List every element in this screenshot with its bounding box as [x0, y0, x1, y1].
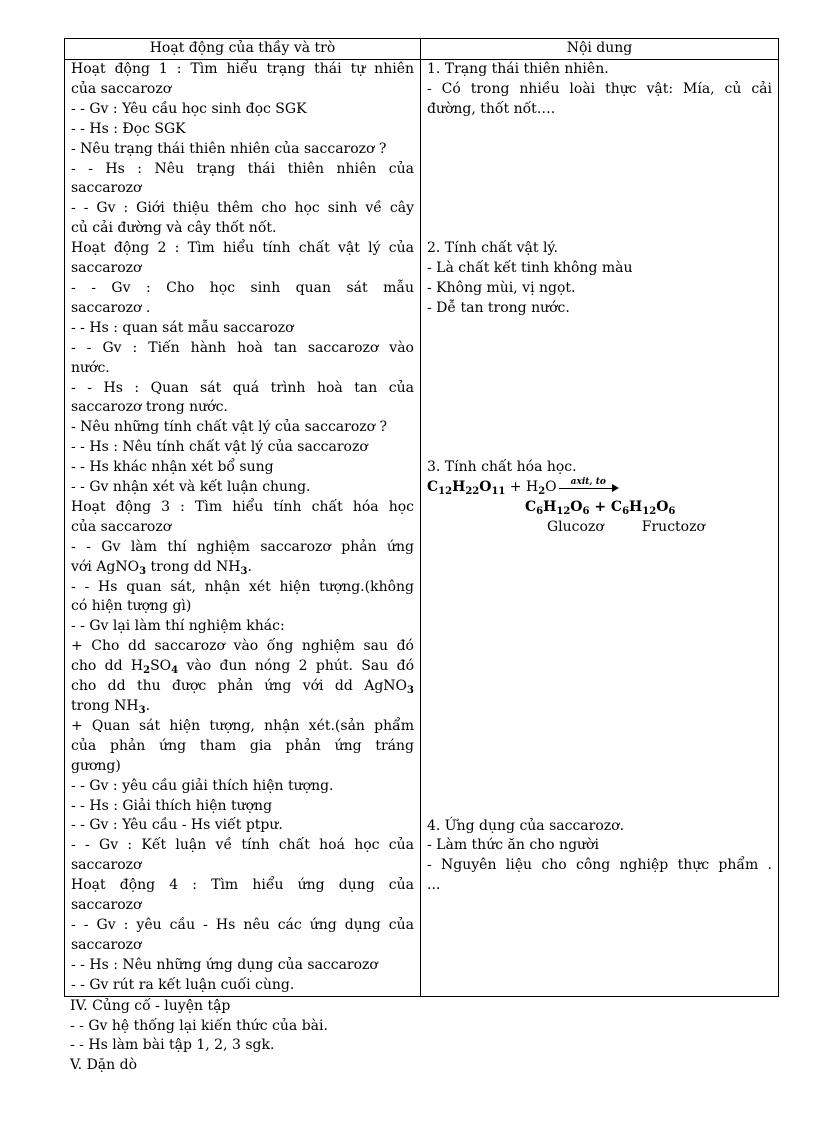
- activity2-line: nước.: [71, 359, 110, 376]
- activity3-line: [71, 677, 414, 697]
- activity3-line: - - Gv lại làm thí nghiệm khác:: [71, 618, 285, 635]
- text-run: + C: [589, 498, 623, 515]
- subscript: 4: [171, 665, 179, 677]
- product-name-fructose: Fructozơ: [641, 518, 705, 535]
- activity3-line: saccarozơ: [71, 857, 142, 874]
- activity4-title-cont: saccarozơ: [71, 897, 142, 914]
- subscript: 3: [407, 685, 414, 697]
- subscript: 6: [582, 505, 590, 517]
- activity2-title: Hoạt động 2 : Tìm hiểu tính chất vật lý của: [71, 240, 414, 257]
- activity3-line: [71, 558, 414, 578]
- footer-line: - - Gv hệ thống lại kiến thức của bài.: [70, 1017, 328, 1034]
- section4-line: ...: [427, 877, 441, 894]
- content-cell: [421, 60, 779, 997]
- text-run: với AgNO: [71, 558, 140, 575]
- subscript: 12: [438, 485, 453, 497]
- subscript: 12: [556, 505, 571, 517]
- subscript: 3: [240, 565, 248, 577]
- text-run: O: [656, 498, 669, 515]
- activity3-line: - - Gv : yêu cầu giải thích hiện tượng.: [71, 777, 334, 794]
- section2-title: 2. Tính chất vật lý.: [427, 240, 558, 257]
- footer-heading: V. Dặn dò: [70, 1057, 137, 1074]
- reaction-equation: [427, 478, 772, 538]
- activity1-title-cont: của saccarozơ: [71, 80, 172, 97]
- text-run: O: [570, 498, 583, 515]
- table-header-row: [65, 39, 779, 60]
- activity1-line: - - Hs : Đọc SGK: [71, 120, 186, 137]
- text-run: SO: [150, 658, 172, 675]
- arrow-condition-label: axit, to: [570, 476, 606, 487]
- header-content: Nội dung: [421, 39, 779, 60]
- subscript: 3: [138, 705, 146, 716]
- subscript: 2: [538, 485, 546, 497]
- activity1-title: Hoạt động 1 : Tìm hiểu trạng thái tự nhiên: [71, 61, 414, 77]
- activity1-line: saccarozơ: [71, 180, 142, 197]
- activity1-line: - Nêu trạng thái thiên nhiên của saccarozơ ?: [71, 140, 387, 157]
- text-run: O: [545, 478, 557, 495]
- footer-line: - - Hs làm bài tập 1, 2, 3 sgk.: [70, 1037, 275, 1054]
- activity4-title: Hoạt động 4 : Tìm hiểu ứng dụng của: [71, 877, 414, 894]
- section1-line: - Có trong nhiều loài thực vật: Mía, củ cải: [427, 80, 772, 97]
- activity3-line: - - Hs : Giải thích hiện tượng: [71, 797, 273, 814]
- subscript: 2: [143, 665, 151, 677]
- spacer: [427, 120, 772, 239]
- text-run: C: [525, 498, 537, 515]
- activity4-line: - - Gv : yêu cầu - Hs nêu các ứng dụng của: [71, 916, 414, 933]
- activity1-line: - - Gv : Yêu cầu học sinh đọc SGK: [71, 100, 307, 117]
- activity1-line: - - Gv : Giới thiệu thêm cho học sinh về cây: [71, 200, 414, 217]
- section4-line: - Nguyên liệu cho công nghiệp thực phẩm .: [427, 857, 772, 874]
- text-run: H: [629, 498, 643, 515]
- activity2-line: - - Hs khác nhận xét bổ sung: [71, 459, 274, 476]
- arrow-shaft: [559, 488, 613, 489]
- activity3-line: gương): [71, 757, 121, 774]
- activity2-line: saccarozơ .: [71, 299, 151, 316]
- subscript: 11: [491, 485, 506, 497]
- text-run: cho dd H: [71, 658, 144, 675]
- text-run: trong NH: [71, 698, 139, 714]
- activity3-line: - - Gv làm thí nghiệm saccarozơ phản ứng: [71, 538, 414, 555]
- section4-line: - Làm thức ăn cho người: [427, 837, 599, 854]
- activity3-line: [71, 657, 414, 677]
- activity3-line: của phản ứng tham gia phản ứng tráng: [71, 737, 414, 754]
- activity2-line: - - Gv nhận xét và kết luận chung.: [71, 479, 311, 496]
- activity2-line: - - Gv : Cho học sinh quan sát mẫu: [71, 279, 414, 296]
- activity2-line: saccarozơ trong nước.: [71, 399, 228, 416]
- activity2-title-cont: saccarozơ: [71, 260, 142, 277]
- activity4-line: - - Gv rút ra kết luận cuối cùng.: [71, 976, 295, 993]
- activity2-line: - - Gv : Tiến hành hoà tan saccarozơ vào: [71, 339, 414, 356]
- subscript: 6: [668, 505, 676, 517]
- activities-cell: [65, 60, 421, 997]
- activity3-line: [71, 697, 414, 717]
- text-run: O: [479, 478, 492, 495]
- section1-title: 1. Trạng thái thiên nhiên.: [427, 61, 609, 77]
- activity2-line: - - Hs : Quan sát quá trình hoà tan của: [71, 379, 414, 396]
- text-run: cho dd thu được phản ứng với dd AgNO: [71, 678, 408, 695]
- activity3-line: + Quan sát hiện tượng, nhận xét.(sản phẩm: [71, 717, 414, 734]
- text-run: .: [247, 558, 252, 575]
- subscript: 6: [622, 505, 630, 517]
- activity3-line: - - Gv : Kết luận về tính chất hoá học của: [71, 837, 414, 854]
- equation-product-names: [547, 518, 705, 538]
- section2-line: - Không mùi, vị ngọt.: [427, 279, 576, 296]
- activity3-line: - - Gv : Yêu cầu - Hs viết ptpư.: [71, 817, 283, 834]
- spacer: [427, 319, 772, 458]
- text-run: C: [427, 478, 439, 495]
- activity3-line: có hiện tượng gì): [71, 598, 192, 615]
- text-run: H: [452, 478, 466, 495]
- text-run: H: [543, 498, 557, 515]
- arrow-head: [612, 484, 619, 492]
- text-run: + H: [505, 478, 539, 495]
- subscript: 12: [642, 505, 657, 517]
- activity1-line: củ cải đường và cây thốt nốt.: [71, 220, 277, 237]
- activity3-title-cont: của saccarozơ: [71, 518, 172, 535]
- activity3-line: - - Hs quan sát, nhận xét hiện tượng.(không: [71, 578, 414, 595]
- equation-products: [525, 498, 675, 518]
- section4-title: 4. Ứng dụng của saccarozơ.: [427, 817, 625, 834]
- product-name-glucose: Glucozơ: [547, 518, 604, 535]
- subscript: 22: [465, 485, 480, 497]
- section1-line: đường, thốt nốt….: [427, 100, 556, 117]
- equation-reactants: [427, 478, 619, 498]
- subscript: 6: [536, 505, 544, 517]
- section2-line: - Dễ tan trong nước.: [427, 299, 570, 316]
- lesson-table: [64, 38, 779, 997]
- footer-section: [64, 997, 778, 1077]
- activity2-line: - Nêu những tính chất vật lý của saccarozơ ?: [71, 419, 388, 436]
- table-body-row: [65, 60, 779, 997]
- activity1-line: - - Hs : Nêu trạng thái thiên nhiên của: [71, 160, 414, 177]
- section3-title: 3. Tính chất hóa học.: [427, 459, 577, 476]
- spacer: [427, 538, 772, 817]
- activity2-line: - - Hs : quan sát mẫu saccarozơ: [71, 319, 294, 336]
- header-activities: Hoạt động của thầy và trò: [65, 39, 421, 60]
- lesson-page: [64, 38, 778, 1076]
- text-run: .: [145, 698, 151, 714]
- activity4-line: - - Hs : Nêu những ứng dụng của saccarozơ: [71, 956, 378, 973]
- activity3-title: Hoạt động 3 : Tìm hiểu tính chất hóa học: [71, 498, 414, 515]
- section2-line: - Là chất kết tinh không màu: [427, 260, 633, 277]
- activity4-line: saccarozơ: [71, 936, 142, 953]
- activity2-line: - - Hs : Nêu tính chất vật lý của saccarozơ: [71, 439, 368, 456]
- text-run: vào đun nóng 2 phút. Sau đó: [178, 658, 415, 675]
- subscript: 3: [139, 565, 147, 577]
- reaction-arrow: [559, 476, 619, 495]
- footer-heading: IV. Củng cố - luyện tập: [70, 997, 231, 1014]
- text-run: trong dd NH: [146, 558, 241, 575]
- activity3-line: + Cho dd saccarozơ vào ống nghiệm sau đó: [71, 638, 414, 655]
